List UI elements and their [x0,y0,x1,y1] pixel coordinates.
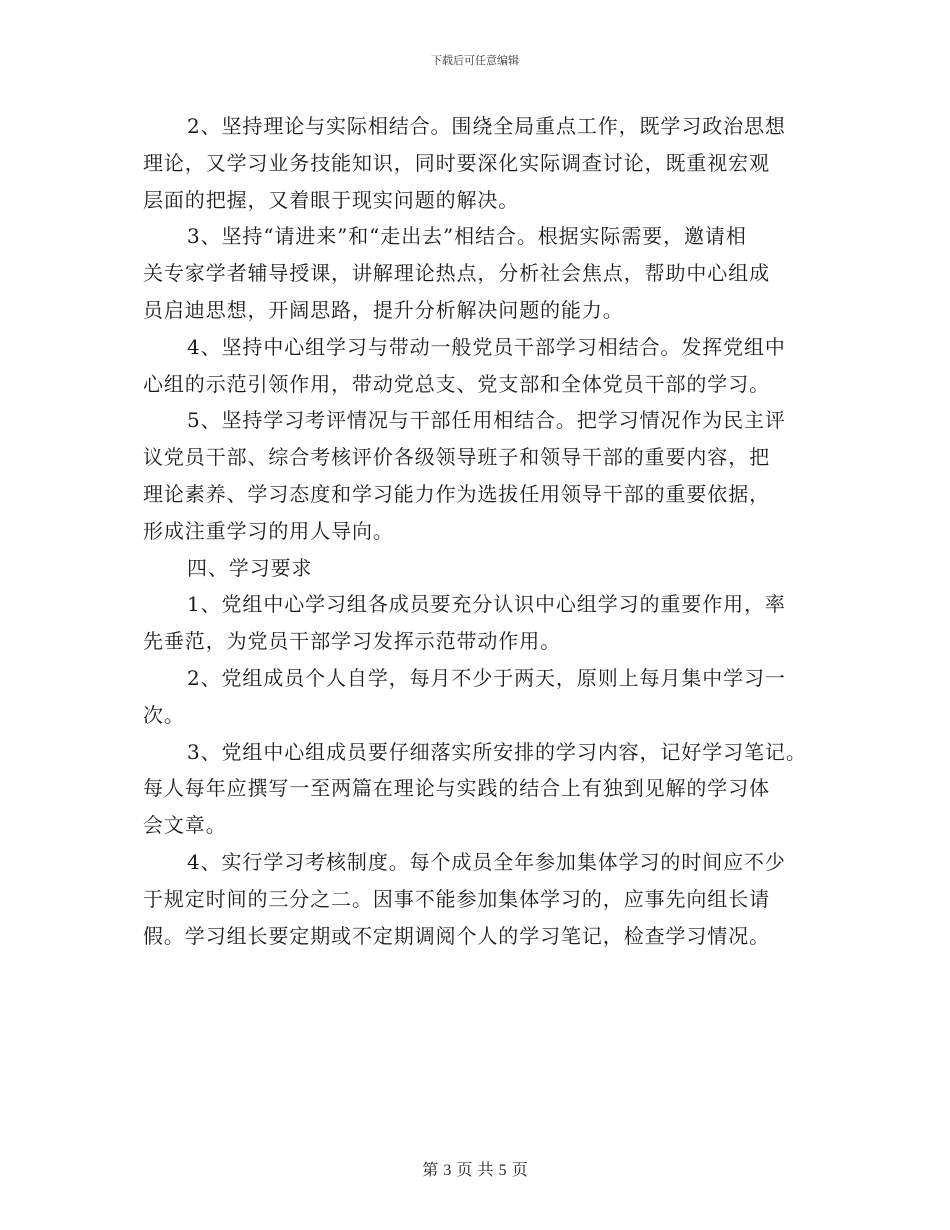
text-line: 心组的示范引领作用，带动党总支、党支部和全体党员干部的学习。 [143,371,770,396]
text-line: 假。学习组长要定期或不定期调阅个人的学习笔记，检查学习情况。 [143,923,770,948]
text-line: 5、坚持学习考评情况与干部任用相结合。把学习情况作为民主评 [187,408,786,433]
text-line: 关专家学者辅导授课，讲解理论热点，分析社会焦点，帮助中心组成 [143,261,770,286]
text-line: 2、党组成员个人自学，每月不少于两天，原则上每月集中学习一 [187,665,786,690]
text-line: 3、坚持“请进来”和“走出去”相结合。根据实际需要，邀请相 [187,224,747,249]
text-line: 2、坚持理论与实际相结合。围绕全局重点工作，既学习政治思想 [187,114,786,138]
text-line: 层面的把握，又着眼于现实问题的解决。 [143,187,520,212]
document-body [143,108,823,954]
total-pages-number: 5 [498,1162,507,1179]
page-header [0,52,950,68]
text-line: 于规定时间的三分之二。因事不能参加集体学习的，应事先向组长请 [143,886,770,911]
text-line: 4、坚持中心组学习与带动一般党员干部学习相结合。发挥党组中 [187,334,786,359]
footer-suffix: 页 [511,1160,528,1179]
text-line: 员启迪思想，开阔思路，提升分析解决问题的能力。 [143,297,624,322]
footer-middle: 页 共 [456,1160,494,1179]
text-line: 1、党组中心学习组各成员要充分认识中心组学习的重要作用，率 [187,592,786,617]
text-line: 会文章。 [143,813,227,838]
text-line: 形成注重学习的用人导向。 [143,518,394,543]
footer-prefix: 第 [422,1160,439,1179]
text-line: 每人每年应撰写一至两篇在理论与实践的结合上有独到见解的学习体 [143,776,770,801]
page-footer [0,1157,950,1180]
text-line: 3、党组中心组成员要仔细落实所安排的学习内容，记好学习笔记。 [187,739,807,764]
text-line: 先垂范，为党员干部学习发挥示范带动作用。 [143,629,561,654]
text-line: 次。 [143,702,185,727]
current-page-number: 3 [443,1162,452,1179]
header-text: 下载后可任意编辑 [431,54,519,67]
text-line: 议党员干部、综合考核评价各级领导班子和领导干部的重要内容，把 [143,445,770,470]
text-line: 四、学习要求 [187,555,313,580]
text-line: 理论，又学习业务技能知识，同时要深化实际调查讨论，既重视宏观 [143,150,770,175]
text-line: 4、实行学习考核制度。每个成员全年参加集体学习的时间应不少 [187,849,786,874]
text-line: 理论素养、学习态度和学习能力作为选拔任用领导干部的重要依据， [143,481,770,506]
